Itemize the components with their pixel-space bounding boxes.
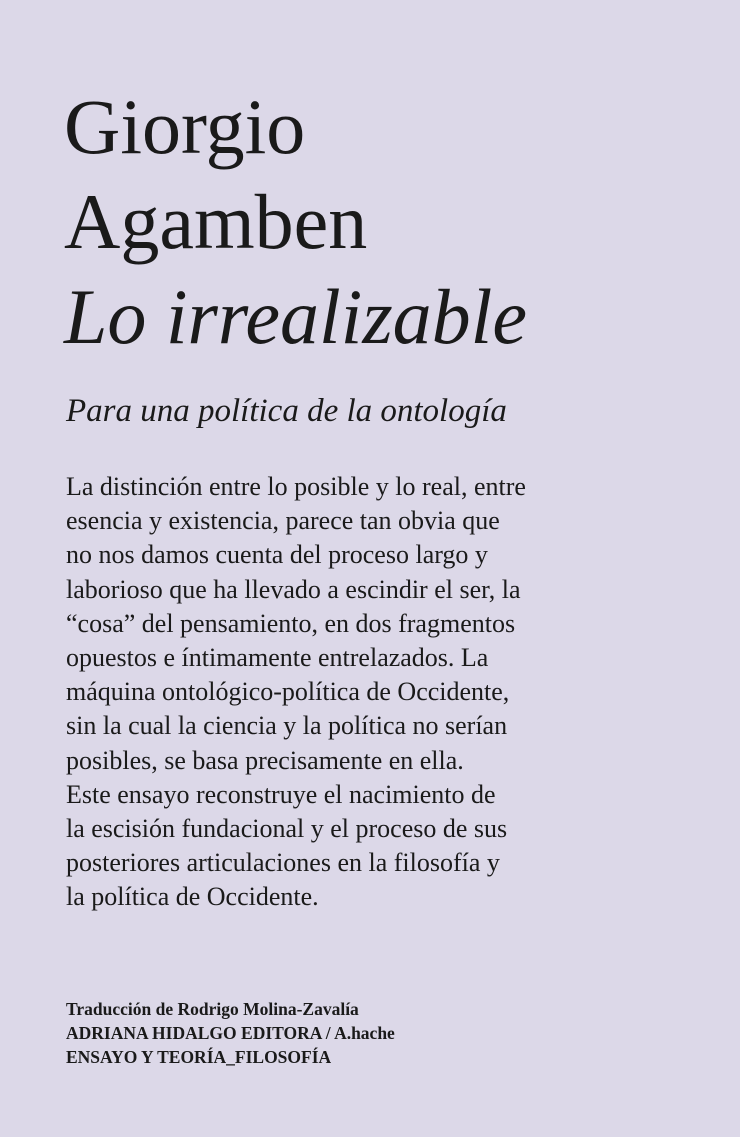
blurb-line: La distinción entre lo posible y lo real, entre — [66, 472, 526, 501]
credits — [66, 997, 395, 1069]
blurb-line: máquina ontológico-política de Occidente, — [66, 677, 510, 707]
blurb-line: la escisión fundacional y el proceso de sus — [66, 814, 508, 844]
blurb-line: posteriores articulaciones en la filosofía y — [66, 848, 500, 878]
series-name: ENSAYO Y TEORÍA_FILOSOFÍA — [66, 1047, 332, 1067]
blurb-line: opuestos e íntimamente entrelazados. La — [66, 643, 489, 673]
translator-credit: Traducción de Rodrigo Molina-Zavalía — [66, 999, 359, 1019]
blurb-line: sin la cual la ciencia y la política no serían — [66, 711, 508, 741]
publisher: ADRIANA HIDALGO EDITORA / A.hache — [66, 1023, 395, 1043]
book-title: Lo irrealizable — [64, 273, 527, 360]
blurb-line: esencia y existencia, parece tan obvia que — [66, 506, 500, 536]
blurb-line: posibles, se basa precisamente en ella. — [66, 745, 464, 775]
blurb — [66, 470, 526, 915]
blurb-line: la política de Occidente. — [66, 882, 319, 912]
book-subtitle: Para una política de la ontología — [66, 393, 507, 429]
blurb-line: “cosa” del pensamiento, en dos fragmentos — [66, 608, 516, 638]
author-first-name: Giorgio — [64, 83, 306, 170]
blurb-line: laborioso que ha llevado a escindir el ser, la — [66, 574, 521, 604]
blurb-line: no nos damos cuenta del proceso largo y — [66, 540, 488, 570]
blurb-line: Este ensayo reconstruye el nacimiento de — [66, 779, 496, 809]
author-last-name: Agamben — [64, 178, 368, 265]
